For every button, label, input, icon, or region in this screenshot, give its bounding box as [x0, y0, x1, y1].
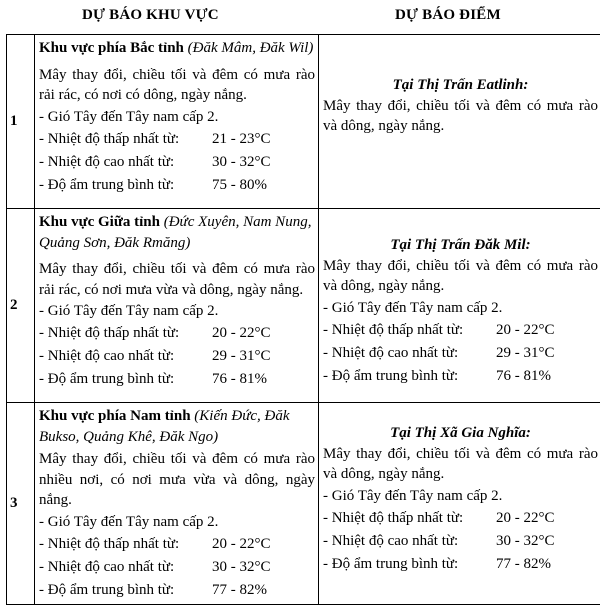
min-temp-label: - Nhiệt độ thấp nhất từ: — [39, 533, 179, 556]
point-place: Tại Thị Xã Gia Nghĩa: — [323, 423, 598, 444]
point-description: Mây thay đổi, chiều tối và đêm có mưa rào và dông, ngày nắng. — [323, 444, 598, 485]
table-row — [7, 35, 600, 209]
area-districts: (Đăk Mâm, Đăk Wil) — [184, 40, 314, 56]
min-temp-value: 20 - 22°C — [496, 507, 555, 530]
humidity-value: 76 - 81% — [212, 368, 267, 391]
max-temp — [323, 342, 598, 365]
max-temp-label: - Nhiệt độ cao nhất từ: — [323, 530, 458, 553]
row-number: 1 — [7, 35, 35, 209]
row-number: 2 — [7, 209, 35, 403]
point-forecast-cell — [319, 35, 600, 209]
table-row — [7, 209, 600, 403]
humidity-label: - Độ ẩm trung bình từ: — [39, 368, 174, 391]
humidity-label: - Độ ẩm trung bình từ: — [39, 174, 174, 197]
humidity — [39, 174, 315, 197]
area-forecast-heading: DỰ BÁO KHU VỰC — [82, 7, 219, 24]
max-temp-value: 30 - 32°C — [212, 556, 271, 579]
min-temp-label: - Nhiệt độ thấp nhất từ: — [39, 128, 179, 151]
min-temp-value: 20 - 22°C — [212, 533, 271, 556]
humidity — [323, 553, 598, 576]
max-temp — [39, 151, 315, 174]
humidity-label: - Độ ẩm trung bình từ: — [323, 553, 458, 576]
max-temp-label: - Nhiệt độ cao nhất từ: — [323, 342, 458, 365]
forecast-table — [6, 34, 600, 605]
humidity-value: 77 - 82% — [496, 553, 551, 576]
humidity — [39, 579, 315, 602]
area-districts: (Kiến Đức, Đăk Bukso, Quảng Khê, Đăk Ngo) — [39, 408, 290, 445]
humidity-value: 77 - 82% — [212, 579, 267, 602]
humidity-value: 75 - 80% — [212, 174, 267, 197]
min-temp-value: 21 - 23°C — [212, 128, 271, 151]
wind-text: - Gió Tây đến Tây nam cấp 2. — [39, 106, 315, 128]
point-description: Mây thay đổi, chiều tối và đêm có mưa rào và dông, ngày nắng. — [323, 96, 598, 137]
point-forecast-cell — [319, 209, 600, 403]
point-place: Tại Thị Trấn Đăk Mil: — [323, 235, 598, 256]
max-temp-label: - Nhiệt độ cao nhất từ: — [39, 151, 174, 174]
min-temp — [39, 322, 315, 345]
column-headers — [0, 0, 600, 32]
area-forecast-cell — [35, 35, 319, 209]
point-description: Mây thay đổi, chiều tối và đêm có mưa rào và dông, ngày nắng. — [323, 256, 598, 297]
point-forecast-cell — [319, 403, 600, 605]
humidity-value: 76 - 81% — [496, 365, 551, 388]
min-temp — [39, 533, 315, 556]
area-description: Mây thay đổi, chiều tối và đêm có mưa rào rải rác, có nơi mưa vừa và dông, ngày nắng. — [39, 259, 315, 300]
min-temp-value: 20 - 22°C — [212, 322, 271, 345]
wind-text: - Gió Tây đến Tây nam cấp 2. — [39, 300, 315, 322]
area-name: Khu vực phía Nam tỉnh — [39, 408, 191, 424]
area-forecast-cell — [35, 209, 319, 403]
area-districts: (Đức Xuyên, Nam Nung, Quảng Sơn, Đăk Rmăng) — [39, 214, 311, 251]
area-forecast-cell — [35, 403, 319, 605]
max-temp-value: 29 - 31°C — [212, 345, 271, 368]
wind-text: - Gió Tây đến Tây nam cấp 2. — [39, 511, 315, 533]
humidity-label: - Độ ẩm trung bình từ: — [39, 579, 174, 602]
point-forecast-heading: DỰ BÁO ĐIỂM — [395, 7, 501, 24]
max-temp — [39, 556, 315, 579]
min-temp-label: - Nhiệt độ thấp nhất từ: — [39, 322, 179, 345]
max-temp-value: 30 - 32°C — [212, 151, 271, 174]
min-temp — [323, 507, 598, 530]
humidity — [39, 368, 315, 391]
max-temp — [323, 530, 598, 553]
min-temp — [39, 128, 315, 151]
area-name: Khu vực phía Bắc tỉnh — [39, 40, 184, 56]
max-temp-label: - Nhiệt độ cao nhất từ: — [39, 345, 174, 368]
table-row — [7, 403, 600, 605]
min-temp-label: - Nhiệt độ thấp nhất từ: — [323, 507, 463, 530]
area-title — [39, 38, 315, 59]
wind-text: - Gió Tây đến Tây nam cấp 2. — [323, 485, 598, 507]
area-title — [39, 212, 315, 253]
min-temp-label: - Nhiệt độ thấp nhất từ: — [323, 319, 463, 342]
area-title — [39, 406, 315, 447]
humidity — [323, 365, 598, 388]
humidity-label: - Độ ẩm trung bình từ: — [323, 365, 458, 388]
point-place: Tại Thị Trấn Eatlinh: — [323, 75, 598, 96]
max-temp-value: 29 - 31°C — [496, 342, 555, 365]
area-name: Khu vực Giữa tỉnh — [39, 214, 160, 230]
area-description: Mây thay đổi, chiều tối và đêm có mưa rào rải rác, có nơi có dông, ngày nắng. — [39, 65, 315, 106]
area-description: Mây thay đổi, chiều tối và đêm có mưa rào nhiều nơi, có nơi mưa vừa và dông, ngày nắng. — [39, 449, 315, 511]
min-temp — [323, 319, 598, 342]
max-temp — [39, 345, 315, 368]
max-temp-label: - Nhiệt độ cao nhất từ: — [39, 556, 174, 579]
row-number: 3 — [7, 403, 35, 605]
wind-text: - Gió Tây đến Tây nam cấp 2. — [323, 297, 598, 319]
max-temp-value: 30 - 32°C — [496, 530, 555, 553]
min-temp-value: 20 - 22°C — [496, 319, 555, 342]
